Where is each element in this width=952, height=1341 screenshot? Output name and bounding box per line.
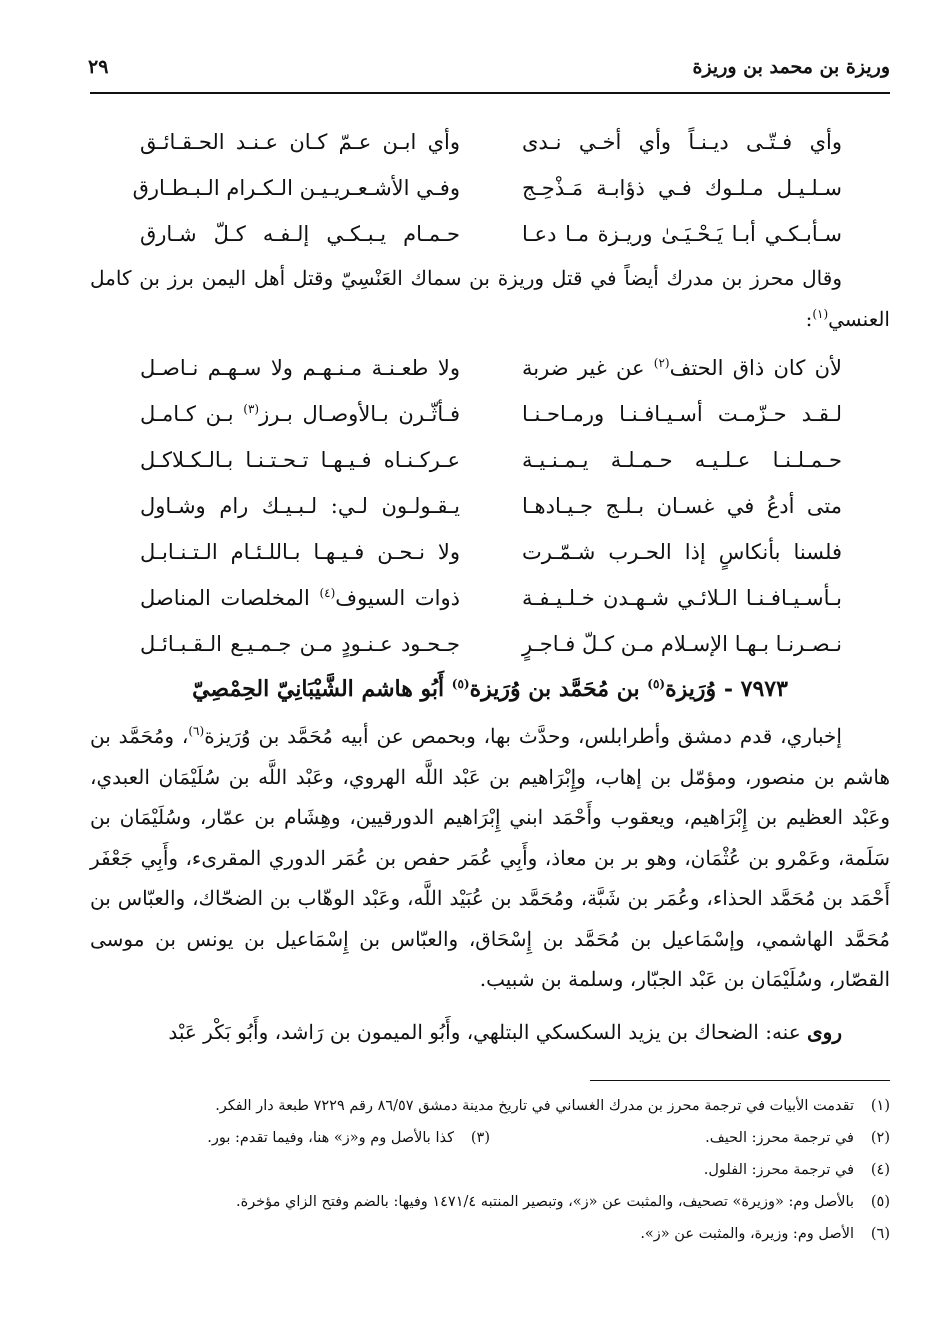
- footnote-text: الأصل وم: وزيرة، والمثبت عن «ز».: [640, 1226, 854, 1242]
- footnote: [90, 1154, 890, 1186]
- narrators-text: عنه: الضحاك بن يزيد السكسكي البتلهي، وأَبُو الميمون بن رَاشد، وأَبُو بَكْر عَبْد: [168, 1020, 808, 1044]
- verse-second-hemistich: يـقـولـون لـي: لـبـيـك رام وشـاول: [140, 494, 460, 518]
- footnote: [207, 1122, 490, 1154]
- verse-first-hemistich: سـأبـكـي أبـا يَـحْـيَـىٰ وريـزة مـا دعـا: [522, 222, 842, 246]
- footnote: [90, 1186, 890, 1218]
- entry-kunya: أَبُو هاشم الشَّيْبَانِيّ الحِمْصِيّ: [192, 676, 445, 702]
- footnote-number: (٢): [870, 1130, 890, 1146]
- footnote-text: في ترجمة محرز: الفلول.: [703, 1162, 854, 1178]
- footnote-text: بالأصل وم: «وزيرة» تصحيف، والمثبت عن «ز»، وتبصير المنتبه ١٤٧١/٤ وفيها: بالضم وفتح الزاي مؤخرة.: [236, 1194, 854, 1210]
- body-text: إخباري، قدم دمشق وأطرابلس، وحدَّث بها، وبحمص عن أبيه مُحَمَّد بن وُرَيزة: [204, 724, 842, 748]
- verse-line: [90, 576, 890, 620]
- verse-line: [90, 484, 890, 528]
- footnote-text: كذا بالأصل وم و«ز» هنا، وفيما تقدم: بور.: [207, 1130, 454, 1146]
- narrators-label: روى: [807, 1020, 842, 1044]
- verse-line: [90, 212, 890, 256]
- verse-second-hemistich: فـأثّـرن بـالأوصـال بـرز$^{(٣)}$ بـن كـامـل: [140, 402, 460, 426]
- verse-first-hemistich: حـمـلـنـا عـلـيـه حـمـلـة يـمـنـيـة: [522, 448, 842, 472]
- verse-second-hemistich: ولا طعـنـة مـنـهـم ولا سـهـم نـاصـل: [140, 356, 460, 380]
- footnote-ref: (٥): [647, 677, 666, 691]
- verse-second-hemistich: ذوات السيوف$^{(٤)}$ المخلصات المناصل: [140, 586, 460, 610]
- verse-first-hemistich: لأن كان ذاق الحتف$^{(٢)}$ عن غير ضربة: [522, 356, 842, 380]
- verse-line: [90, 622, 890, 666]
- footnote-ref: (٤): [319, 586, 336, 600]
- entry-heading: ٧٩٧٣ - وُرَيزة$^{(٥)}$ بن مُحَمَّد بن وُرَيزة$^{(٥)}$ أَبُو هاشم الشَّيْبَانِيّ الحِمْصِيّ: [192, 676, 788, 702]
- verse-second-hemistich: عـركـنـاه فـيـهـا تـحـتـنـا بـالـكـلاكـل: [140, 448, 460, 472]
- footnote-ref: (١): [812, 306, 829, 321]
- intro-tail: :: [805, 306, 813, 331]
- body-text: ، ومُحَمَّد بن هاشم بن منصور، ومؤمّل بن إهاب، وإِبْرَاهيم بن عَبْد اللَّه الهروي، وعَبْد اللَّه بن سُلَيْمَان العبدي، وعَبْد العظيم بن إِبْرَاهيم، ويعقوب وأَحْمَد ابني إِبْرَاهيم الدورقيين، وهِشَام بن عمّار، وسُلَيْمَان بن سَلَمة، وعَمْرو بن عُثْمَان، وهو بر بن معاذ، وأَبِي عُمَر حفص بن عُمَر الدوري المقرىء، وأَبِي جَعْفَر أَحْمَد بن مُحَمَّد الحذاء، وعُمَر بن شَبَّة، ومُحَمَّد بن عُبَيْد اللَّه، وعَبْد الوهّاب بن الضحّاك، والعبّاس بن مُحَمَّد الهاشمي، وإسْمَاعيل بن مُحَمَّد بن إِسْحَاق، والعبّاس بن إِسْمَاعيل بن يونس بن موسى القصّار، وسُلَيْمَان بن عَبْد الجبّار، وسلمة بن شبيب.: [90, 724, 890, 991]
- footnote: [90, 1218, 890, 1250]
- verse-first-hemistich: لـقـد حـزّمـت أسـيـافـنـا ورمـاحـنـا: [522, 402, 842, 426]
- intro-text: وقال محرز بن مدرك أيضاً في قتل وريزة بن سماك العَنْسِيّ وقتل أهل اليمن برز بن كامل العنسي: [90, 266, 890, 331]
- verse-line: [90, 166, 890, 210]
- page-number: ٢٩: [88, 56, 109, 78]
- verse-first-hemistich: فلسنا بأنكاسٍ إذا الحـرب شـمّـرت: [522, 540, 842, 564]
- header-rule: [90, 92, 890, 94]
- footnote-number: (٣): [470, 1130, 490, 1146]
- verse-second-hemistich: ولا نـحـن فـيـهـا بـاللـئـام الـتـنـابـل: [140, 540, 460, 564]
- verse-line: [90, 530, 890, 574]
- verse-line: [90, 392, 890, 436]
- entry-body: [90, 716, 890, 1000]
- footnote-text: في ترجمة محرز: الحيف.: [705, 1130, 854, 1146]
- verse-second-hemistich: وفـي الأشـعـريـيـن الـكـرام الـبـطـارق: [132, 176, 460, 200]
- footnote: [90, 1090, 890, 1122]
- footnote-ref: (٣): [243, 402, 260, 416]
- entry-name: بن مُحَمَّد بن وُرَيزة: [469, 676, 640, 702]
- verse-line: [90, 346, 890, 390]
- footnote-text: تقدمت الأبيات في ترجمة محرز بن مدرك الغساني في تاريخ مدينة دمشق ٨٦/٥٧ رقم ٧٢٢٩ طبعة دار الفكر.: [215, 1098, 854, 1114]
- entry-name: وُرَيزة: [665, 676, 717, 702]
- footnote-ref: (٢): [653, 356, 670, 370]
- verse-line: [90, 120, 890, 164]
- footnote-number: (٥): [870, 1194, 890, 1210]
- footnote-number: (٦): [870, 1226, 890, 1242]
- verse-first-hemistich: بـأسـيـافـنـا الـلائـي شـهـدن خـلـيـفـة: [522, 586, 842, 610]
- footnote-number: (٤): [870, 1162, 890, 1178]
- footnote-ref: (٥): [451, 677, 470, 691]
- footnote-ref: (٦): [188, 724, 205, 738]
- running-title: وريزة بن محمد بن وريزة: [692, 56, 890, 78]
- entry-number: ٧٩٧٣: [740, 676, 788, 702]
- intro-paragraph: [90, 258, 890, 339]
- footnote: [90, 1122, 890, 1154]
- footnote-rule: [590, 1080, 890, 1081]
- verse-line: [90, 438, 890, 482]
- verse-first-hemistich: نـصـرنـا بـهـا الإسـلام مـن كـلّ فـاجـرٍ: [522, 632, 842, 656]
- narrators-paragraph: [90, 1012, 890, 1053]
- verse-second-hemistich: جـحـود عـنـودٍ مـن جـمـيـع الـقـبـائـل: [140, 632, 460, 656]
- footnotes: [90, 1090, 890, 1250]
- verse-first-hemistich: سـلـيـل مـلـوك فـي ذؤابـة مَـذْحِـج: [522, 176, 842, 200]
- footnote-number: (١): [870, 1098, 890, 1114]
- verse-second-hemistich: حـمـام يـبـكـي إلـفـه كـلّ شـارق: [140, 222, 460, 246]
- verse-second-hemistich: وأي ابـن عـمّ كـان عـنـد الحـقـائـق: [140, 130, 460, 154]
- verse-first-hemistich: متى أدعُ في غسـان بـلـج جـيـادهـا: [522, 494, 842, 518]
- verse-first-hemistich: وأي فـتّـى ديـنـاً وأي أخـي نـدى: [522, 130, 842, 154]
